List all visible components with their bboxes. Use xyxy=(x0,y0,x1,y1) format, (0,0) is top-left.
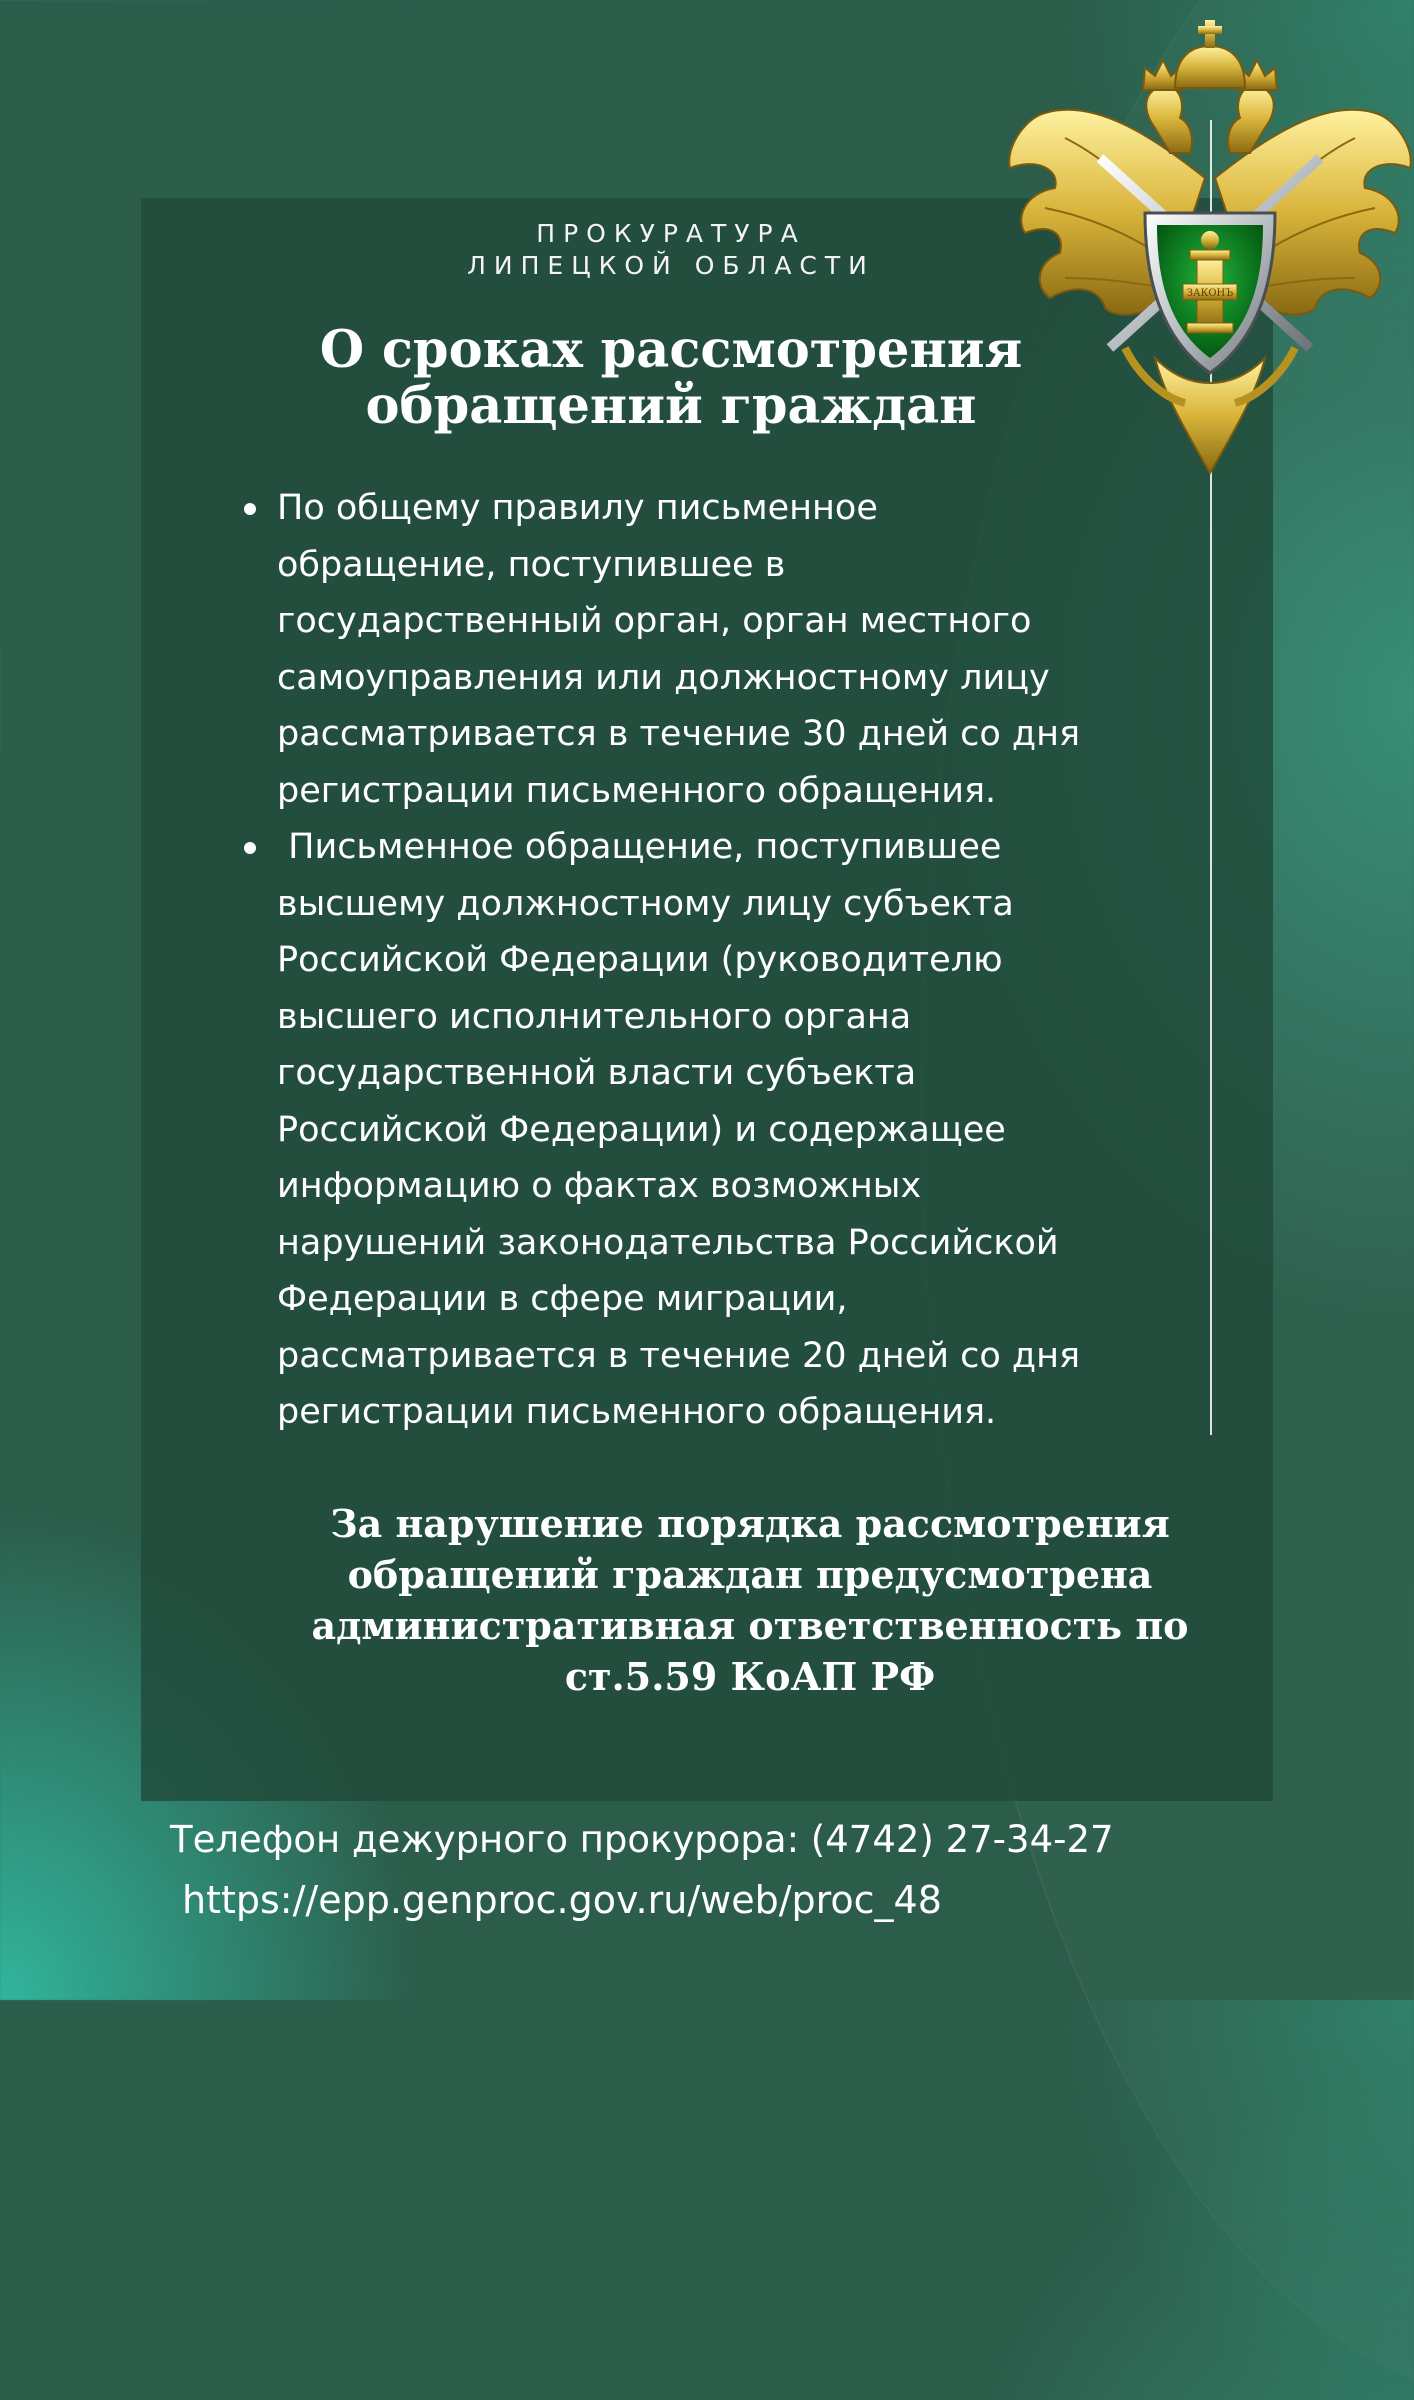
title-line-2: обращений граждан xyxy=(365,376,977,436)
organization-name xyxy=(141,218,1201,282)
list-item-line: По общему правилу письменное xyxy=(277,488,878,528)
svg-text:ЗАКОНЪ: ЗАКОНЪ xyxy=(1186,288,1234,299)
note-line: ст.5.59 КоАП РФ xyxy=(564,1654,936,1699)
note-line: За нарушение порядка рассмотрения xyxy=(330,1501,1170,1546)
list-item-line: государственный орган, орган местного xyxy=(277,601,1032,641)
note-line: административная ответственность по xyxy=(311,1603,1189,1648)
list-item-line: Российской Федерации) и содержащее xyxy=(277,1109,1006,1150)
list-item-line: нарушений законодательства Российской xyxy=(277,1222,1059,1263)
list-item-line: Письменное обращение, поступившее xyxy=(277,827,1002,867)
duty-phone: Телефон дежурного прокурора: (4742) 27-34-27 xyxy=(170,1818,1114,1861)
org-line-2: ЛИПЕЦКОЙ ОБЛАСТИ xyxy=(467,251,875,280)
list-item-line: рассматривается в течение 30 дней со дня xyxy=(277,714,1081,754)
org-line-1: ПРОКУРАТУРА xyxy=(536,219,806,248)
list-item-line: регистрации письменного обращения. xyxy=(277,1392,997,1432)
website-link[interactable]: https://epp.genproc.gov.ru/web/proc_48 xyxy=(182,1878,942,1922)
list-item-line: Федерации в сфере миграции, xyxy=(277,1279,848,1319)
bullet-icon xyxy=(244,503,256,515)
list-item-line: Российской Федерации (руководителю xyxy=(277,940,1003,980)
list-item-line: обращение, поступившее в xyxy=(277,544,786,585)
bullet-list xyxy=(240,480,1200,1441)
title-line-1: О сроках рассмотрения xyxy=(319,320,1023,380)
list-item-line: информацию о фактах возможных xyxy=(277,1166,922,1206)
list-item-line: государственной власти субъекта xyxy=(277,1053,917,1093)
list-item-line: регистрации письменного обращения. xyxy=(277,770,997,811)
liability-note xyxy=(250,1498,1250,1702)
note-line: обращений граждан предусмотрена xyxy=(347,1552,1153,1597)
bullet-icon xyxy=(244,842,256,854)
list-item xyxy=(240,480,1200,819)
page-title xyxy=(141,322,1201,434)
list-item xyxy=(240,819,1200,1441)
list-item-line: высшему должностному лицу субъекта xyxy=(277,883,1014,924)
list-item-line: рассматривается в течение 20 дней со дня xyxy=(277,1335,1081,1376)
list-item-line: самоуправления или должностному лицу xyxy=(277,657,1050,698)
list-item-line: высшего исполнительного органа xyxy=(277,996,912,1037)
